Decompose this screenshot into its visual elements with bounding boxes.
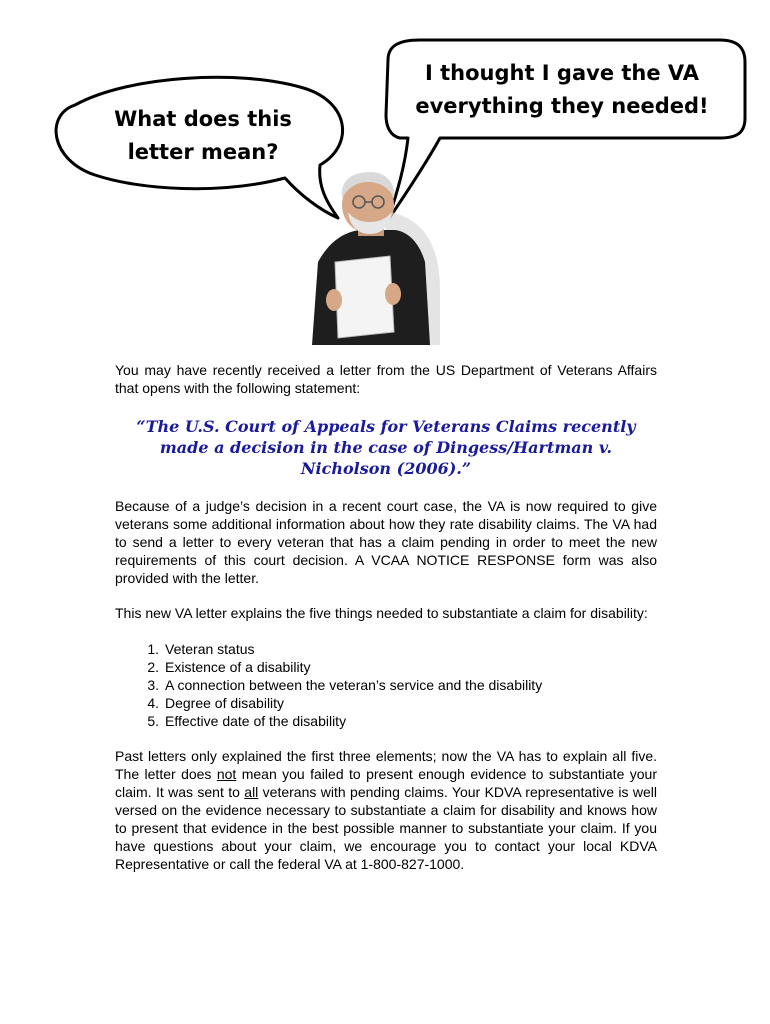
bubble-left-line2: letter mean? [127,140,279,164]
man-holding-letter-image [312,172,440,345]
bubble-right-line1: I thought I gave the VA [424,61,699,85]
list-item [115,658,657,676]
closing-emphasis-all: all [244,784,259,800]
list-item [115,712,657,730]
elements-intro-paragraph: This new VA letter explains the five things needed to substantiate a claim for disability: [115,605,648,621]
list-item-text: Existence of a disability [165,659,311,675]
intro-paragraph: You may have recently received a letter from the US Department of Veterans Affairs that opens with the following statement: [115,362,657,396]
closing-paragraph [115,747,657,873]
court-quote [115,416,657,479]
court-quote-line3: Nicholson (2006).” [300,459,472,478]
bubble-left-text [88,103,318,169]
list-item-number: 1. [147,641,159,657]
list-item [115,694,657,712]
closing-text-part2: mean you failed to present enough evidence to substantiate your claim. It was sent to [115,766,657,800]
list-item-number: 3. [147,677,159,693]
list-item-number: 4. [147,695,159,711]
list-item-text: A connection between the veteran’s service and the disability [165,677,543,693]
bubble-left-line1: What does this [114,107,292,131]
closing-text-part3: veterans with pending claims. Your KDVA representative is well versed on the evidence necessary to substantiate a claim for disability and knows how to present that evidence in the best possible manner to substantiate your claim. If you have questions about your claim, we encourage you to contact your local KDVA Representative or call the federal VA at 1-800-827-1000. [115,784,657,872]
court-quote-line2: made a decision in the case of Dingess/Hartman v. [159,438,613,457]
list-item-text: Effective date of the disability [165,713,347,729]
list-item [115,640,657,658]
list-item-number: 5. [147,713,159,729]
bubble-right-line2: everything they needed! [415,94,709,118]
list-item [115,676,657,694]
explanation-paragraph: Because of a judge’s decision in a recent court case, the VA is now required to give veterans some additional information about how they rate disability claims. The VA had to send a letter to every veteran that has a claim pending in order to meet the new requirements of this court decision. A VCAA NOTICE RESPONSE form was also provided with the letter. [115,498,657,586]
list-item-text: Veteran status [165,641,255,657]
court-quote-line1: “The U.S. Court of Appeals for Veterans Claims recently [136,417,636,436]
closing-emphasis-not: not [216,766,237,782]
bubble-right-text [392,57,732,123]
elements-list [115,640,657,730]
list-item-number: 2. [147,659,159,675]
illustration [0,0,770,350]
closing-text-part1: Past letters only explained the first three elements; now the VA has to explain all five. The letter does [115,748,657,782]
list-item-text: Degree of disability [165,695,285,711]
